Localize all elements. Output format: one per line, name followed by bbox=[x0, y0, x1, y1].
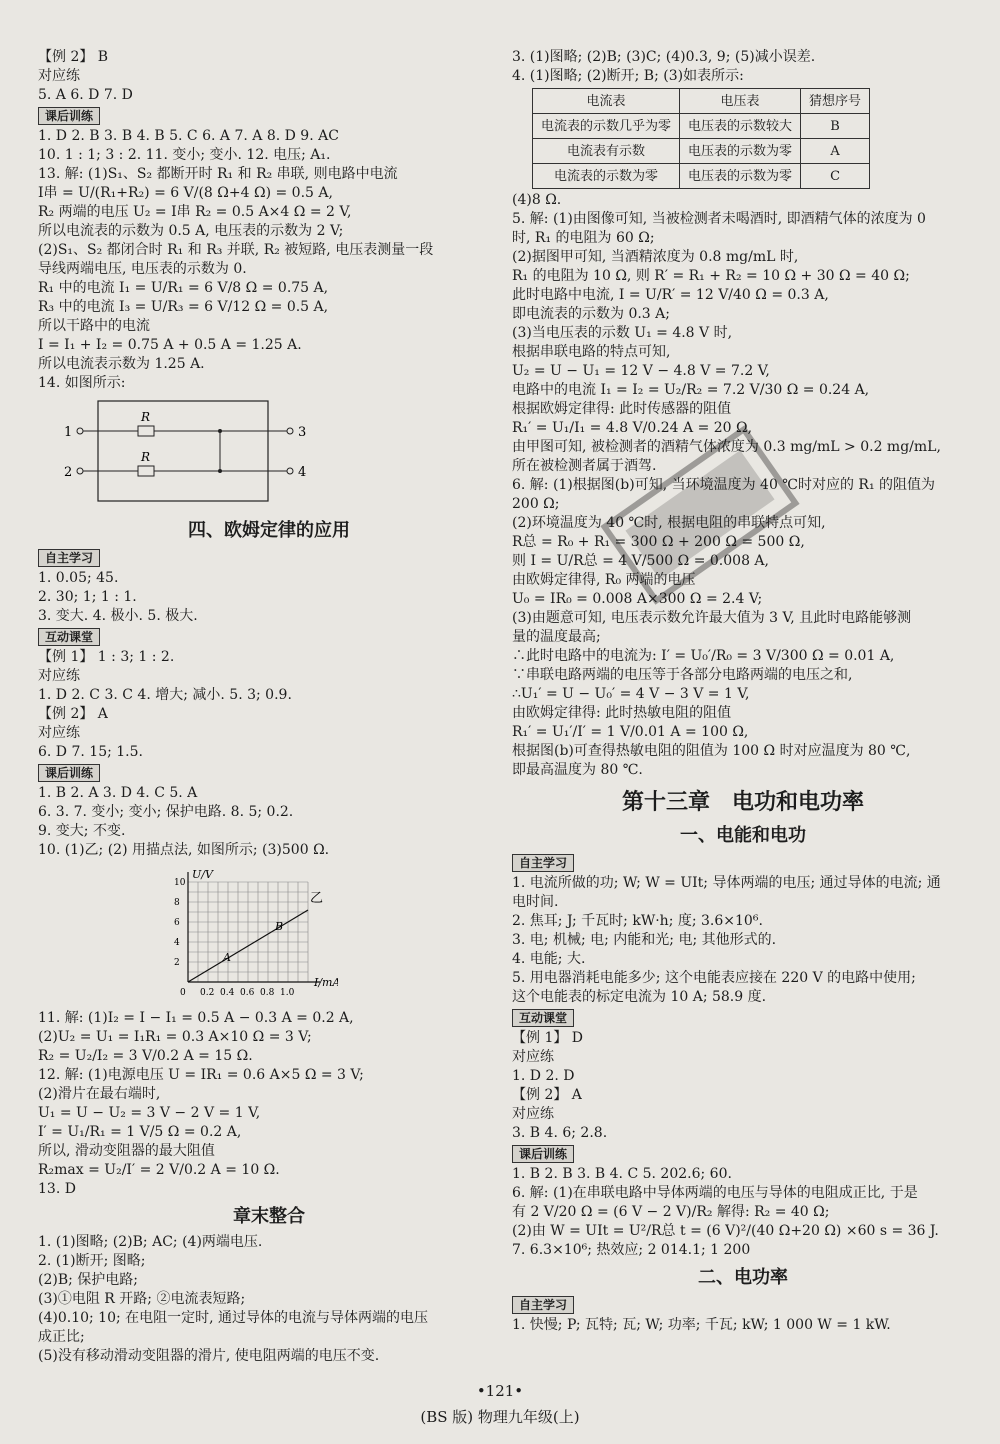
section-13-1-title: 一、电能和电功 bbox=[680, 825, 806, 846]
text-line: 对应练 bbox=[512, 1049, 554, 1065]
text-line: (2)环境温度为 40 ℃时, 根据电阻的串联特点可知, bbox=[512, 515, 826, 531]
text-line: 6. 3. 7. 变小; 变小; 保护电路. 8. 5; 0.2. bbox=[38, 804, 294, 820]
x-tick-label: 0.8 bbox=[260, 988, 275, 998]
text-line: 4. 电能; 大. bbox=[512, 951, 586, 967]
tag-kehou-1: 课后训练 bbox=[38, 107, 100, 125]
text-line: 3. 电; 机械; 电; 内能和光; 电; 其他形式的. bbox=[512, 932, 777, 948]
text-line: (3)当电压表的示数 U₁ = 4.8 V 时, bbox=[512, 325, 733, 341]
text-line: (2)由 W = UIt = U²/R总 t = (6 V)²/(40 Ω+20 Ω) ×60 s = 36 J. bbox=[512, 1223, 939, 1239]
text-line: 对应练 bbox=[512, 1106, 554, 1122]
problem-solutions bbox=[512, 191, 974, 780]
text-line: (2)滑片在最右端时, bbox=[38, 1086, 161, 1102]
text-line: 11. 解: (1)I₂ = I − I₁ = 0.5 A − 0.3 A = 0.2 A, bbox=[38, 1010, 354, 1026]
text-line: I串 = U/(R₁+R₂) = 6 V/(8 Ω+4 Ω) = 0.5 A, bbox=[38, 185, 333, 201]
homework-answers-13 bbox=[512, 1165, 974, 1260]
text-line: R₂max = U₂/I′ = 2 V/0.2 A = 10 Ω. bbox=[38, 1162, 280, 1178]
table-row bbox=[533, 114, 870, 139]
right-column bbox=[512, 48, 974, 1335]
text-line: 【例 1】 D bbox=[512, 1030, 584, 1046]
text-line: 即电流表的示数为 0.3 A; bbox=[512, 306, 670, 322]
text-line: 6. 解: (1)根据图(b)可知, 当环境温度为 40 ℃时对应的 R₁ 的阻值为 bbox=[512, 477, 936, 493]
self-study-answers bbox=[38, 569, 500, 626]
chapter-13-title: 第十三章 电功和电功率 bbox=[621, 789, 864, 815]
y-tick-label: 4 bbox=[174, 938, 180, 948]
u-i-chart bbox=[38, 864, 338, 999]
y-axis-label: U/V bbox=[192, 868, 213, 881]
text-line: R总 = R₀ + R₁ = 300 Ω + 200 Ω = 500 Ω, bbox=[512, 534, 805, 550]
page-number: •121• bbox=[476, 1382, 524, 1400]
text-line: 根据图(b)可查得热敏电阻的阻值为 100 Ω 时对应温度为 80 ℃, bbox=[512, 743, 911, 759]
text-line: 1. 快慢; P; 瓦特; 瓦; W; 功率; 千瓦; kW; 1 000 W = 1 kW. bbox=[512, 1317, 891, 1333]
x-tick-label: 0.6 bbox=[240, 988, 255, 998]
text-line: I = I₁ + I₂ = 0.75 A + 0.5 A = 1.25 A. bbox=[38, 337, 302, 353]
text-line: 电时间. bbox=[512, 894, 559, 910]
text-line: 1. 电流所做的功; W; W = UIt; 导体两端的电压; 通过导体的电流; 通 bbox=[512, 875, 941, 891]
text-line: ∴U₁′ = U − U₀′ = 4 V − 3 V = 1 V, bbox=[512, 686, 750, 702]
text-line: R₂ 两端的电压 U₂ = I串 R₂ = 0.5 A×4 Ω = 2 V, bbox=[38, 204, 352, 220]
y-tick-label: 8 bbox=[174, 898, 180, 908]
point-label: A bbox=[223, 951, 231, 964]
section-title-review: 章末整合 bbox=[233, 1206, 305, 1227]
table-header-cell: 电压表 bbox=[680, 89, 801, 114]
text-line: 这个电能表的标定电流为 10 A; 58.9 度. bbox=[512, 989, 767, 1005]
text-line: 10. (1)乙; (2) 用描点法, 如图所示; (3)500 Ω. bbox=[38, 842, 330, 858]
interactive-answers bbox=[38, 648, 500, 762]
text-line: 成正比; bbox=[38, 1329, 85, 1345]
terminal-4: 4 bbox=[298, 465, 307, 480]
text-line: 此时电路中电流, I = U/R′ = 12 V/40 Ω = 0.3 A, bbox=[512, 287, 829, 303]
text-line: (2)B; 保护电路; bbox=[38, 1272, 139, 1288]
text-line: 5. 解: (1)由图像可知, 当被检测者未喝酒时, 即酒精气体的浓度为 0 bbox=[512, 211, 926, 227]
text-line: 2. 30; 1; 1 : 1. bbox=[38, 589, 137, 605]
text-line: 即最高温度为 80 ℃. bbox=[512, 762, 643, 778]
text-line: 7. 6.3×10⁶; 热效应; 2 014.1; 1 200 bbox=[512, 1242, 751, 1258]
text-line: R₁ 中的电流 I₁ = U/R₁ = 6 V/8 Ω = 0.75 A, bbox=[38, 280, 329, 296]
text-line: 1. B 2. B 3. B 4. C 5. 202.6; 60. bbox=[512, 1166, 732, 1182]
text-line: (4)0.10; 10; 在电阻一定时, 通过导体的电流与导体两端的电压 bbox=[38, 1310, 429, 1326]
table-cell: 电压表的示数较大 bbox=[680, 114, 801, 139]
self-study-answers-13-2 bbox=[512, 1316, 974, 1335]
section-13-2-title: 二、电功率 bbox=[698, 1267, 788, 1288]
y-tick-label: 2 bbox=[174, 958, 180, 968]
homework-answers-1 bbox=[38, 127, 500, 393]
text-line: (2)S₁、S₂ 都闭合时 R₁ 和 R₃ 并联, R₂ 被短路, 电压表测量一段 bbox=[38, 242, 434, 258]
text-line: 所在被检测者属于酒驾. bbox=[512, 458, 657, 474]
text-line: 由甲图可知, 被检测者的酒精气体浓度为 0.3 mg/mL > 0.2 mg/mL, bbox=[512, 439, 941, 455]
text-line: 1. D 2. B 3. B 4. B 5. C 6. A 7. A 8. D 9. AC bbox=[38, 128, 339, 144]
text-line: U₂ = U − U₁ = 12 V − 4.8 V = 7.2 V, bbox=[512, 363, 770, 379]
table-cell: C bbox=[801, 164, 870, 189]
text-line: 12. 解: (1)电源电压 U = IR₁ = 0.6 A×5 Ω = 3 V; bbox=[38, 1067, 364, 1083]
x-tick-label: 0.2 bbox=[200, 988, 215, 998]
terminal-3: 3 bbox=[298, 425, 307, 440]
text-line: R₂ = U₂/I₂ = 3 V/0.2 A = 15 Ω. bbox=[38, 1048, 253, 1064]
text-line: 2. (1)断开; 图略; bbox=[38, 1253, 146, 1269]
text-line: 2. 焦耳; J; 千瓦时; kW·h; 度; 3.6×10⁶. bbox=[512, 913, 763, 929]
text-line: 14. 如图所示: bbox=[38, 375, 126, 391]
tag-kehou-3: 课后训练 bbox=[512, 1145, 574, 1163]
tag-zizhu-3: 自主学习 bbox=[512, 1296, 574, 1314]
x-tick-label: 0 bbox=[180, 988, 186, 998]
text-line: 5. 用电器消耗电能多少; 这个电能表应接在 220 V 的电路中使用; bbox=[512, 970, 916, 986]
circuit-figure bbox=[38, 397, 500, 513]
text-line: 200 Ω; bbox=[512, 496, 560, 512]
text-line: 5. A 6. D 7. D bbox=[38, 87, 133, 103]
text-line: 3. B 4. 6; 2.8. bbox=[512, 1125, 608, 1141]
text-line: 量的温度最高; bbox=[512, 629, 601, 645]
text-line: R₃ 中的电流 I₃ = U/R₃ = 6 V/12 Ω = 0.5 A, bbox=[38, 299, 329, 315]
review-answers bbox=[38, 1233, 500, 1366]
y-tick-label: 10 bbox=[174, 878, 186, 888]
table-header-cell: 猜想序号 bbox=[801, 89, 870, 114]
text-line: 3. (1)图略; (2)B; (3)C; (4)0.3, 9; (5)减小误差. bbox=[512, 49, 816, 65]
text-line: 6. 解: (1)在串联电路中导体两端的电压与导体的电阻成正比, 于是 bbox=[512, 1185, 918, 1201]
footer-title: (BS 版) 物理九年级(上) bbox=[420, 1408, 580, 1426]
table-cell: 电流表的示数为零 bbox=[533, 164, 680, 189]
table-cell: B bbox=[801, 114, 870, 139]
text-line: 【例 2】 A bbox=[512, 1087, 582, 1103]
text-line: 电路中的电流 I₁ = I₂ = U₂/R₂ = 7.2 V/30 Ω = 0.24 A, bbox=[512, 382, 870, 398]
text-line: U₁ = U − U₂ = 3 V − 2 V = 1 V, bbox=[38, 1105, 261, 1121]
text-line: 13. 解: (1)S₁、S₂ 都断开时 R₁ 和 R₂ 串联, 则电路中电流 bbox=[38, 166, 398, 182]
tag-zizhu-1: 自主学习 bbox=[38, 549, 100, 567]
x-tick-label: 0.4 bbox=[220, 988, 235, 998]
text-line: 所以, 滑动变阻器的最大阻值 bbox=[38, 1143, 215, 1159]
text-line: 所以干路中的电流 bbox=[38, 318, 150, 334]
terminal-1: 1 bbox=[64, 425, 73, 440]
resistor-label-1: R bbox=[141, 410, 151, 424]
text-line: 时, R₁ 的电阻为 60 Ω; bbox=[512, 230, 655, 246]
text-line: 6. D 7. 15; 1.5. bbox=[38, 744, 143, 760]
text-line: 【例 2】 A bbox=[38, 706, 108, 722]
fault-table bbox=[532, 88, 870, 189]
resistor-label-2: R bbox=[141, 450, 151, 464]
text-line: 由欧姆定律得: 此时热敏电阻的阻值 bbox=[512, 705, 732, 721]
tag-zizhu-2: 自主学习 bbox=[512, 854, 574, 872]
text-line: 对应练 bbox=[38, 668, 80, 684]
text-line: (3)①电阻 R 开路; ②电流表短路; bbox=[38, 1291, 246, 1307]
table-cell: 电压表的示数为零 bbox=[680, 139, 801, 164]
interactive-answers-13 bbox=[512, 1029, 974, 1143]
review-answers-cont bbox=[512, 48, 974, 86]
text-line: 1. (1)图略; (2)B; AC; (4)两端电压. bbox=[38, 1234, 263, 1250]
tag-kehou-2: 课后训练 bbox=[38, 764, 100, 782]
text-line: 4. (1)图略; (2)断开; B; (3)如表所示: bbox=[512, 68, 744, 84]
text-line: 根据串联电路的特点可知, bbox=[512, 344, 671, 360]
table-header-row bbox=[533, 89, 870, 114]
terminal-2: 2 bbox=[64, 465, 73, 480]
text-line: 13. D bbox=[38, 1181, 76, 1197]
x-tick-label: 1.0 bbox=[280, 988, 295, 998]
text-line: R₁′ = U₁/I₁ = 4.8 V/0.24 A = 20 Ω, bbox=[512, 420, 753, 436]
left-column bbox=[38, 48, 500, 1366]
table-cell: 电压表的示数为零 bbox=[680, 164, 801, 189]
text-line: 根据欧姆定律得: 此时传感器的阻值 bbox=[512, 401, 732, 417]
ui-graph-figure bbox=[38, 864, 500, 1005]
text-line: ∴此时电路中的电流为: I′ = U₀′/R₀ = 3 V/300 Ω = 0.01 A, bbox=[512, 648, 895, 664]
text-line: ∵串联电路两端的电压等于各部分电路两端的电压之和, bbox=[512, 667, 853, 683]
text-line: (4)8 Ω. bbox=[512, 192, 562, 208]
text-line: 【例 1】 1 : 3; 1 : 2. bbox=[38, 649, 175, 665]
text-line: 10. 1 : 1; 3 : 2. 11. 变小; 变小. 12. 电压; A₁. bbox=[38, 147, 331, 163]
table-cell: 电流表有示数 bbox=[533, 139, 680, 164]
text-line: 9. 变大; 不变. bbox=[38, 823, 126, 839]
text-line: 导线两端电压, 电压表的示数为 0. bbox=[38, 261, 247, 277]
text-line: 1. B 2. A 3. D 4. C 5. A bbox=[38, 785, 198, 801]
table-cell: 电流表的示数几乎为零 bbox=[533, 114, 680, 139]
point-label: B bbox=[275, 920, 284, 933]
text-line: (2)U₂ = U₁ = I₁R₁ = 0.3 A×10 Ω = 3 V; bbox=[38, 1029, 312, 1045]
text-line: 所以电流表示数为 1.25 A. bbox=[38, 356, 205, 372]
series-label: 乙 bbox=[310, 891, 324, 906]
text-line: 由欧姆定律得, R₀ 两端的电压 bbox=[512, 572, 696, 588]
text-line: (2)据图甲可知, 当酒精浓度为 0.8 mg/mL 时, bbox=[512, 249, 799, 265]
table-header-cell: 电流表 bbox=[533, 89, 680, 114]
text-line: R₁′ = U₁′/I′ = 1 V/0.01 A = 100 Ω, bbox=[512, 724, 749, 740]
table-row bbox=[533, 164, 870, 189]
table-cell: A bbox=[801, 139, 870, 164]
text-line: 1. 0.05; 45. bbox=[38, 570, 119, 586]
text-line: 所以电流表的示数为 0.5 A, 电压表的示数为 2 V; bbox=[38, 223, 344, 239]
text-line: 对应练 bbox=[38, 68, 80, 84]
calc-answers bbox=[38, 1009, 500, 1199]
section-title-ohm: 四、欧姆定律的应用 bbox=[188, 520, 350, 541]
text-line: 3. 变大. 4. 极小. 5. 极大. bbox=[38, 608, 198, 624]
tag-hudong-2: 互动课堂 bbox=[512, 1009, 574, 1027]
table-row bbox=[533, 139, 870, 164]
text-line: 对应练 bbox=[38, 725, 80, 741]
example-2-answers bbox=[38, 48, 500, 105]
text-line: 1. D 2. D bbox=[512, 1068, 575, 1084]
text-line: 则 I = U/R总 = 4 V/500 Ω = 0.008 A, bbox=[512, 553, 769, 569]
text-line: I′ = U₁/R₁ = 1 V/5 Ω = 0.2 A, bbox=[38, 1124, 242, 1140]
text-line: (5)没有移动滑动变阻器的滑片, 使电阻两端的电压不变. bbox=[38, 1348, 380, 1364]
text-line: R₁ 的电阻为 10 Ω, 则 R′ = R₁ + R₂ = 10 Ω + 30 Ω = 40 Ω; bbox=[512, 268, 910, 284]
text-line: 【例 2】 B bbox=[38, 49, 109, 65]
text-line: (3)由题意可知, 电压表示数允许最大值为 3 V, 且此时电路能够测 bbox=[512, 610, 912, 626]
text-line: 有 2 V/20 Ω = (6 V − 2 V)/R₂ 解得: R₂ = 40 Ω; bbox=[512, 1204, 830, 1220]
x-axis-label: I/mA bbox=[314, 976, 338, 989]
text-line: 1. D 2. C 3. C 4. 增大; 减小. 5. 3; 0.9. bbox=[38, 687, 292, 703]
y-tick-label: 6 bbox=[174, 918, 180, 928]
self-study-answers-13 bbox=[512, 874, 974, 1007]
circuit-diagram bbox=[38, 397, 338, 507]
homework-answers-2 bbox=[38, 784, 500, 860]
tag-hudong-1: 互动课堂 bbox=[38, 628, 100, 646]
text-line: U₀ = IR₀ = 0.008 A×300 Ω = 2.4 V; bbox=[512, 591, 763, 607]
